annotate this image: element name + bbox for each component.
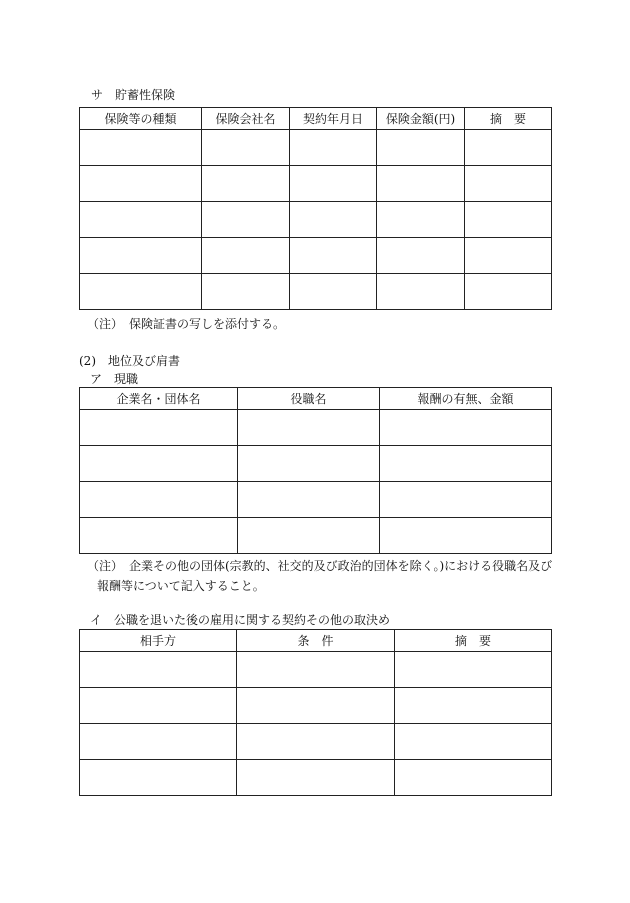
column-header: 役職名 [238, 388, 380, 410]
column-header: 摘 要 [395, 630, 552, 652]
current-position-table [79, 387, 552, 554]
table-cell[interactable] [238, 518, 380, 554]
table-cell[interactable] [80, 166, 202, 202]
column-header: 摘 要 [465, 108, 552, 130]
table-cell[interactable] [465, 202, 552, 238]
table-cell[interactable] [465, 238, 552, 274]
table-header-row [80, 108, 552, 130]
table-cell[interactable] [380, 446, 552, 482]
table-cell[interactable] [80, 130, 202, 166]
table-cell[interactable] [290, 274, 377, 310]
table-cell[interactable] [238, 446, 380, 482]
column-header: 保険等の種類 [80, 108, 202, 130]
current-position-note-line2: 報酬等について記入すること。 [97, 579, 265, 593]
current-position-heading: ア 現職 [90, 372, 139, 386]
table-cell[interactable] [465, 166, 552, 202]
table-cell[interactable] [238, 482, 380, 518]
table-cell[interactable] [380, 482, 552, 518]
table-cell[interactable] [202, 166, 290, 202]
column-header: 保険会社名 [202, 108, 290, 130]
table-row [80, 446, 552, 482]
table-cell[interactable] [290, 202, 377, 238]
column-header: 条 件 [237, 630, 395, 652]
insurance-note: （注） 保険証書の写しを添付する。 [87, 317, 286, 331]
table-header-row [80, 630, 552, 652]
table-cell[interactable] [80, 724, 237, 760]
table-cell[interactable] [237, 760, 395, 796]
table-cell[interactable] [80, 760, 237, 796]
table-cell[interactable] [80, 688, 237, 724]
table-cell[interactable] [395, 652, 552, 688]
table-cell[interactable] [377, 130, 465, 166]
table-cell[interactable] [202, 274, 290, 310]
table-cell[interactable] [80, 410, 238, 446]
positions-heading: (2) 地位及び肩書 [79, 354, 180, 368]
column-header: 保険金額(円) [377, 108, 465, 130]
table-cell[interactable] [377, 166, 465, 202]
table-cell[interactable] [238, 410, 380, 446]
table-row [80, 238, 552, 274]
table-header-row [80, 388, 552, 410]
table-row [80, 652, 552, 688]
table-cell[interactable] [80, 238, 202, 274]
post-retirement-table [79, 629, 552, 796]
table-cell[interactable] [202, 130, 290, 166]
table-cell[interactable] [80, 446, 238, 482]
table-cell[interactable] [465, 130, 552, 166]
table-cell[interactable] [377, 274, 465, 310]
table-row [80, 724, 552, 760]
table-cell[interactable] [395, 760, 552, 796]
table-cell[interactable] [377, 202, 465, 238]
table-cell[interactable] [380, 410, 552, 446]
table-cell[interactable] [380, 518, 552, 554]
table-cell[interactable] [80, 274, 202, 310]
column-header: 相手方 [80, 630, 237, 652]
table-cell[interactable] [237, 688, 395, 724]
table-cell[interactable] [202, 238, 290, 274]
table-cell[interactable] [290, 166, 377, 202]
table-row [80, 202, 552, 238]
table-cell[interactable] [80, 202, 202, 238]
table-cell[interactable] [395, 724, 552, 760]
column-header: 報酬の有無、金額 [380, 388, 552, 410]
table-cell[interactable] [395, 688, 552, 724]
table-row [80, 410, 552, 446]
column-header: 契約年月日 [290, 108, 377, 130]
table-cell[interactable] [202, 202, 290, 238]
table-cell[interactable] [377, 238, 465, 274]
savings-insurance-table [79, 107, 552, 310]
table-cell[interactable] [465, 274, 552, 310]
savings-insurance-heading: サ 貯蓄性保険 [91, 88, 176, 102]
table-cell[interactable] [237, 724, 395, 760]
current-position-note-line1: （注） 企業その他の団体(宗教的、社交的及び政治的団体を除く。)における役職名及び [87, 559, 553, 573]
post-retirement-heading: イ 公職を退いた後の雇用に関する契約その他の取決め [90, 613, 391, 627]
table-row [80, 760, 552, 796]
table-cell[interactable] [80, 482, 238, 518]
table-row [80, 166, 552, 202]
table-cell[interactable] [290, 238, 377, 274]
table-cell[interactable] [80, 518, 238, 554]
table-row [80, 482, 552, 518]
table-row [80, 688, 552, 724]
table-row [80, 518, 552, 554]
table-cell[interactable] [80, 652, 237, 688]
table-cell[interactable] [290, 130, 377, 166]
column-header: 企業名・団体名 [80, 388, 238, 410]
table-row [80, 130, 552, 166]
table-row [80, 274, 552, 310]
table-cell[interactable] [237, 652, 395, 688]
